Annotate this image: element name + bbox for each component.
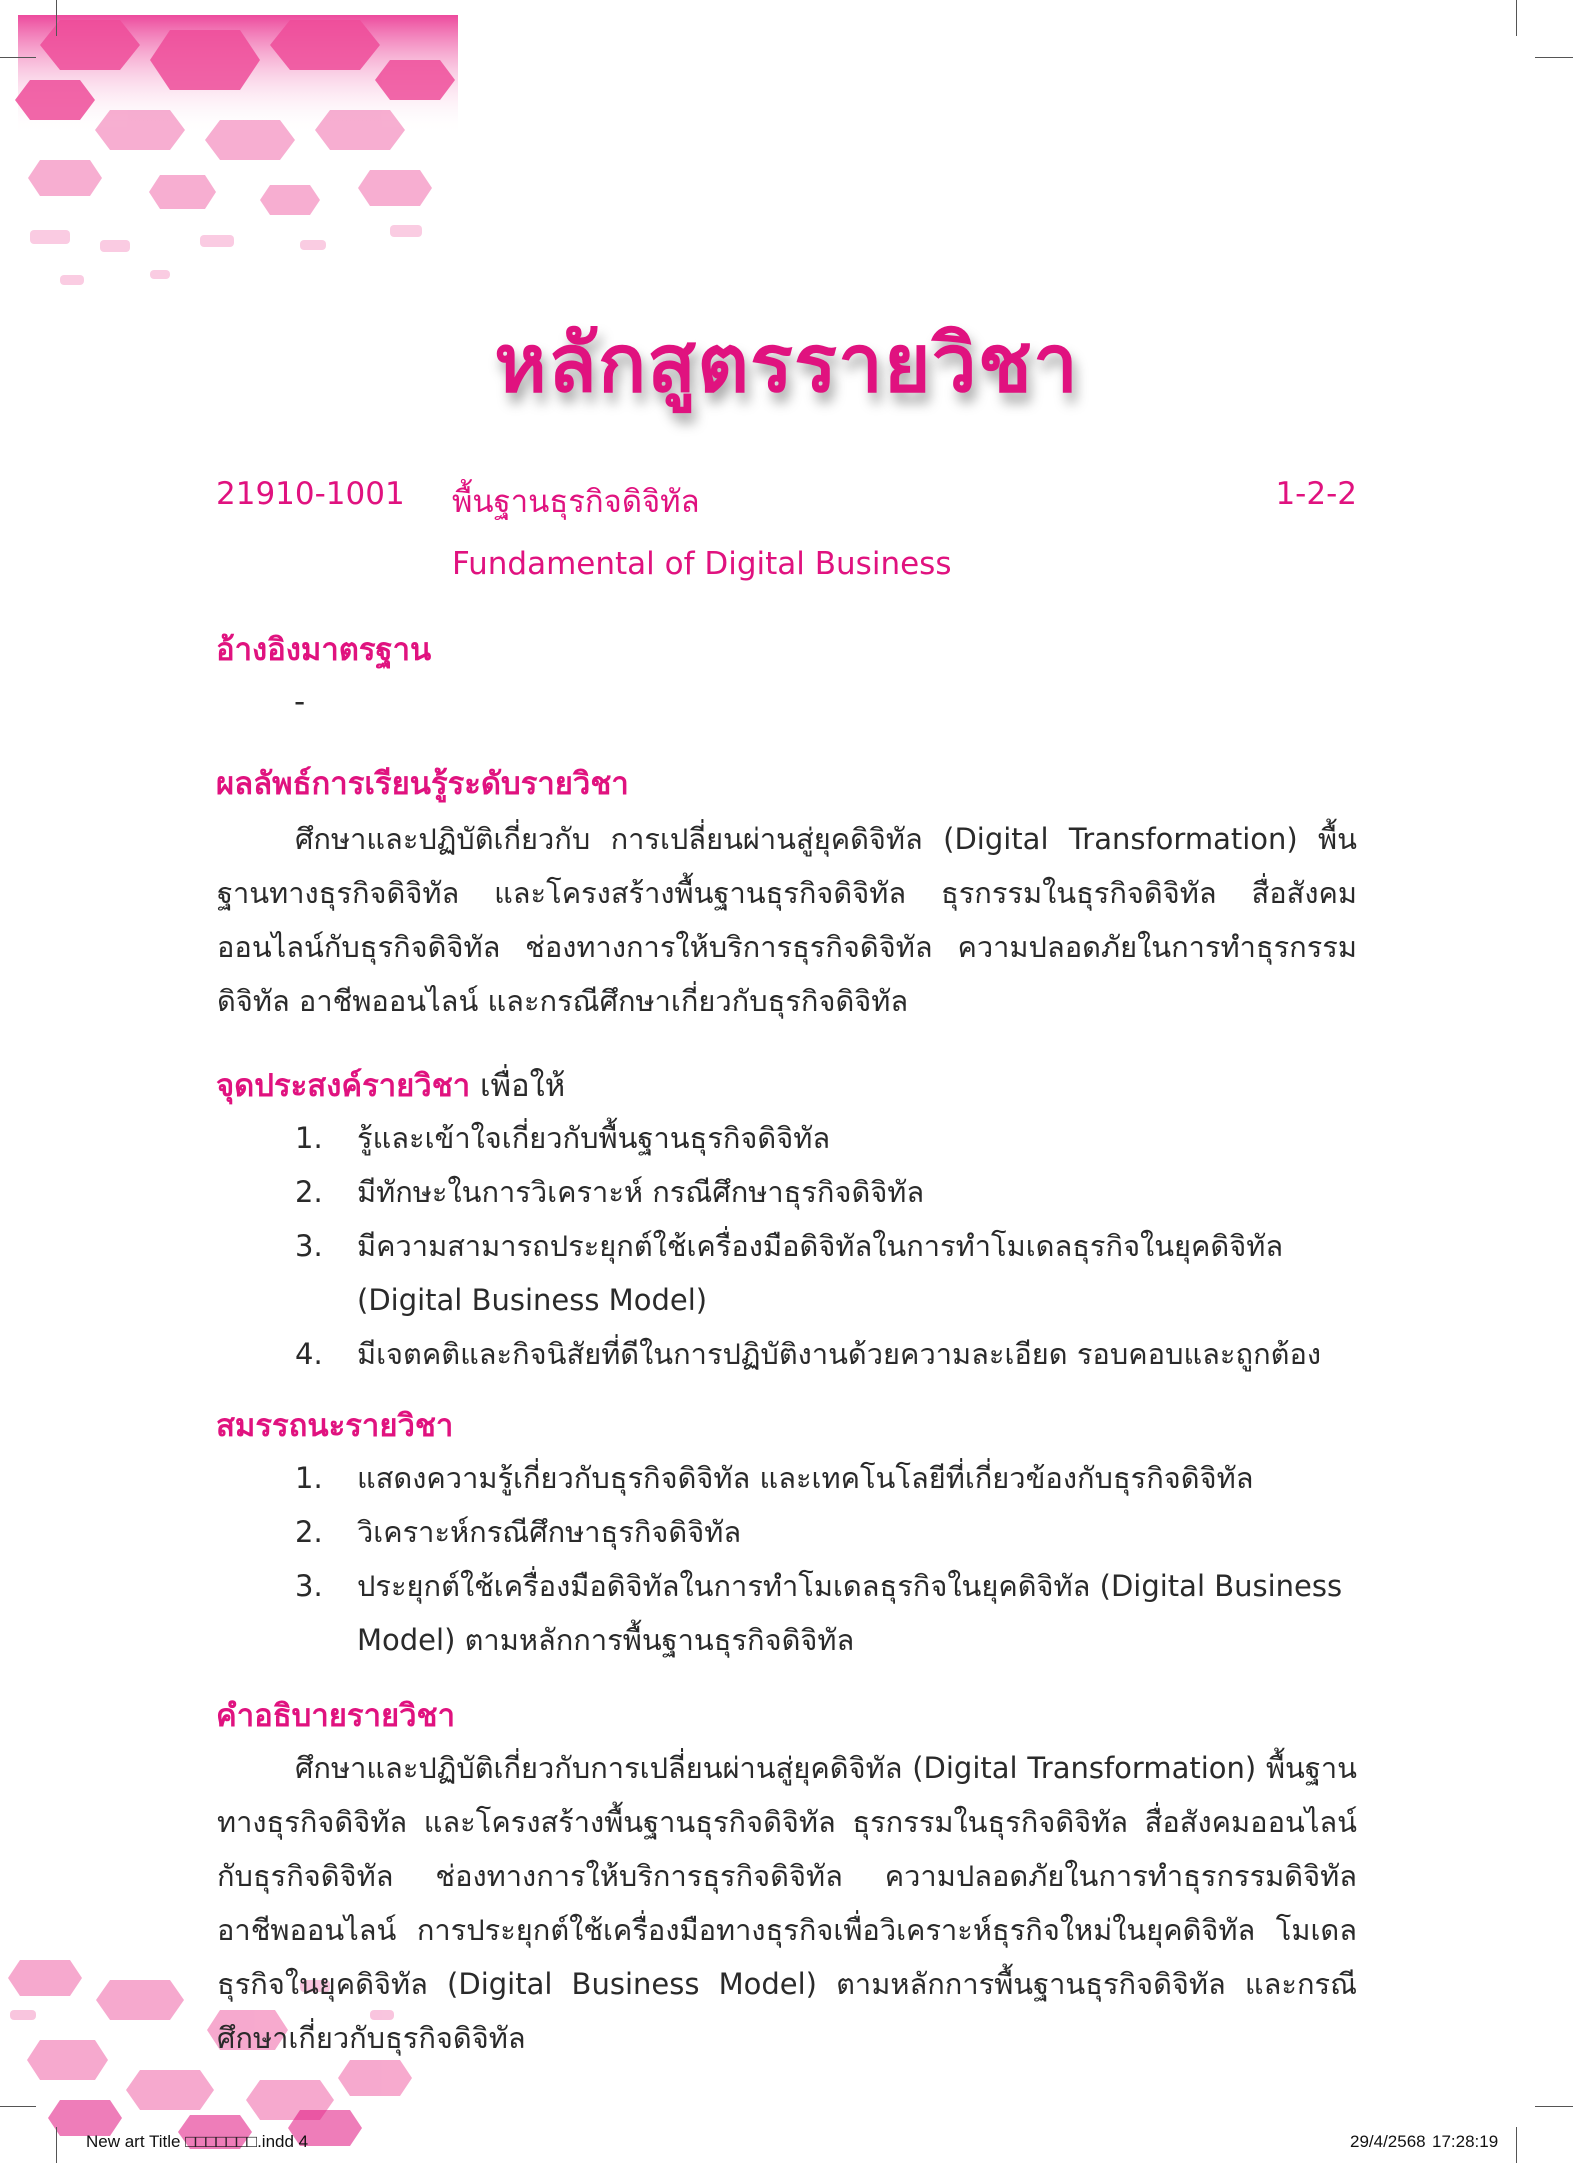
footer-date: 29/4/2568: [1350, 2132, 1426, 2151]
description-paragraph: [217, 1741, 1357, 2065]
list-item: 4. มีเจตคติและกิจนิสัยที่ดีในการปฏิบัติงานด้วยความละเอียด รอบคอบและถูกต้อง: [295, 1337, 1322, 1371]
objectives-suffix: เพื่อให้: [480, 1068, 566, 1104]
standards-value: -: [294, 684, 306, 720]
footer-time: 17:28:19: [1432, 2132, 1499, 2151]
list-item: 1. แสดงความรู้เกี่ยวกับธุรกิจดิจิทัล และเทคโนโลยีที่เกี่ยวข้องกับธุรกิจดิจิทัล: [295, 1461, 1254, 1495]
objectives-heading-row: [216, 1060, 565, 1110]
description-text: ศึกษาและปฏิบัติเกี่ยวกับการเปลี่ยนผ่านสู่ยุคดิจิทัล (Digital Transformation) พื้นฐานทางธุรกิจดิจิทัล และโครงสร้างพื้นฐานธุรกิจดิจิทัล ธุรกรรมในธุรกิจดิจิทัล สื่อสังคมออนไลน์กับธุรกิจดิจิทัล ช่องทางการให้บริการธุรกิจดิจิทัล ความปลอดภัยในการทำธุรกรรมดิจิทัล อาชีพออนไลน์ การประยุกต์ใช้เครื่องมือทางธุรกิจเพื่อวิเคราะห์ธุรกิจใหม่ในยุคดิจิทัล โมเดลธุรกิจในยุคดิจิทัล (Digital Business Model) ตามหลักการพื้นฐานธุรกิจดิจิทัล และกรณีศึกษาเกี่ยวกับธุรกิจดิจิทัล: [217, 1751, 1357, 2055]
list-item: 3. มีความสามารถประยุกต์ใช้เครื่องมือดิจิทัลในการทำโมเดลธุรกิจในยุคดิจิทัล (Digital Business Model): [295, 1229, 1284, 1317]
course-code: 21910-1001: [216, 476, 405, 512]
course-name-en: Fundamental of Digital Business: [452, 546, 952, 582]
crop-mark: [1535, 57, 1573, 58]
outcomes-heading: ผลลัพธ์การเรียนรู้ระดับรายวิชา: [216, 766, 629, 802]
standards-heading: อ้างอิงมาตรฐาน: [216, 632, 432, 668]
course-name-th: พื้นฐานธุรกิจดิจิทัล: [452, 484, 700, 520]
list-item: 3. ประยุกต์ใช้เครื่องมือดิจิทัลในการทำโมเดลธุรกิจในยุคดิจิทัล (Digital Business Model) ตามหลักการพื้นฐานธุรกิจดิจิทัล: [295, 1569, 1343, 1657]
list-item: 1. รู้และเข้าใจเกี่ยวกับพื้นฐานธุรกิจดิจิทัล: [295, 1121, 831, 1155]
description-heading: คำอธิบายรายวิชา: [216, 1698, 456, 1734]
competencies-heading: สมรรถนะรายวิชา: [216, 1408, 454, 1444]
crop-mark: [56, 2127, 57, 2163]
objectives-heading: จุดประสงค์รายวิชา: [216, 1068, 471, 1104]
footer-file-name: New art Title □□□□□□□.indd 4: [86, 2132, 309, 2151]
crop-mark: [1535, 2106, 1573, 2107]
crop-mark: [56, 0, 57, 36]
top-left-decoration: [0, 0, 470, 320]
page-title: หลักสูตรรายวิชา: [494, 317, 1079, 410]
course-credits: 1-2-2: [1275, 476, 1357, 512]
crop-mark: [0, 2106, 36, 2107]
crop-mark: [1516, 0, 1517, 36]
objectives-list: [217, 1111, 1357, 1381]
crop-mark: [0, 57, 36, 58]
competencies-list: [217, 1451, 1357, 1667]
outcomes-paragraph: [217, 812, 1357, 1028]
list-item: 2. มีทักษะในการวิเคราะห์ กรณีศึกษาธุรกิจดิจิทัล: [295, 1175, 925, 1209]
outcomes-text: ศึกษาและปฏิบัติเกี่ยวกับ การเปลี่ยนผ่านสู่ยุคดิจิทัล (Digital Transformation) พื้นฐานทางธุรกิจดิจิทัล และโครงสร้างพื้นฐานธุรกิจดิจิทัล ธุรกรรมในธุรกิจดิจิทัล สื่อสังคมออนไลน์กับธุรกิจดิจิทัล ช่องทางการให้บริการธุรกิจดิจิทัล ความปลอดภัยในการทำธุรกรรมดิจิทัล อาชีพออนไลน์ และกรณีศึกษาเกี่ยวกับธุรกิจดิจิทัล: [217, 822, 1357, 1018]
crop-mark: [1516, 2127, 1517, 2163]
list-item: 2. วิเคราะห์กรณีศึกษาธุรกิจดิจิทัล: [295, 1515, 742, 1549]
